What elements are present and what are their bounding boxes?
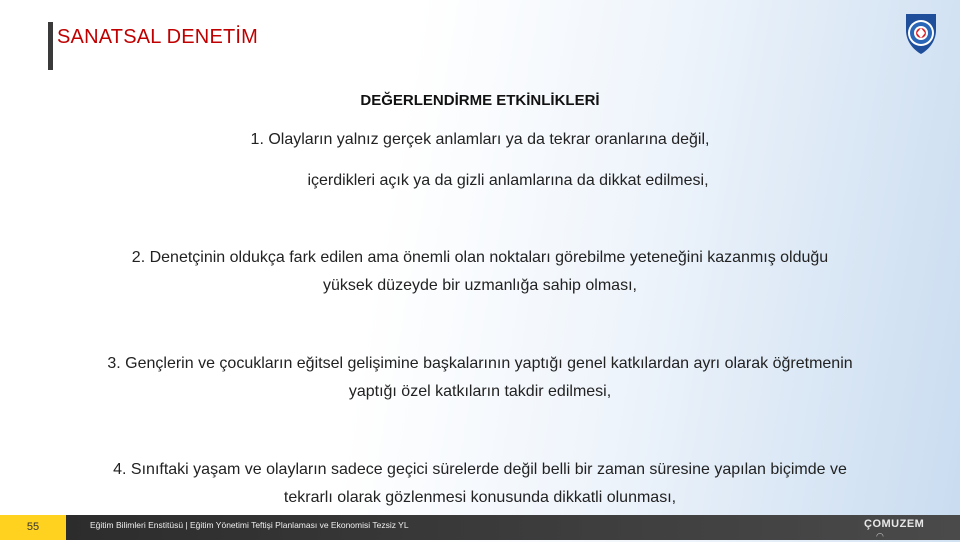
item-1-line-1: 1. Olayların yalnız gerçek anlamları ya da tekrar oranlarına değil,	[250, 131, 710, 148]
item-3-line-1: 3. Gençlerin ve çocukların eğitsel gelişimine başkalarının yaptığı genel katkılardan ayrı olarak öğretmenin	[107, 355, 853, 372]
item-4-line-2: tekrarlı olarak gözlenmesi konusunda dikkatli olunması,	[283, 489, 677, 506]
item-3-line-2: yaptığı özel katkıların takdir edilmesi,	[348, 383, 612, 400]
brand-mark-icon: ◠	[876, 531, 884, 541]
item-2-line-2: yüksek düzeyde bir uzmanlığa sahip olması,	[323, 277, 637, 294]
brand-logo-text: ÇOMUZEM	[864, 518, 925, 530]
item-2-line-1: 2. Denetçinin oldukça fark edilen ama önemli olan noktaları görebilme yeteneğini kazanmış olduğu	[131, 249, 829, 266]
page-number: 55	[0, 515, 66, 540]
item-4-line-1: 4. Sınıftaki yaşam ve olayların sadece geçici sürelerde değil belli bir zaman süresine yapılan biçimde ve	[113, 461, 847, 478]
footer-caption: Eğitim Bilimleri Enstitüsü | Eğitim Yönetimi Teftişi Planlaması ve Ekonomisi Tezsiz YL	[90, 520, 409, 530]
item-1-line-2: içerdikleri açık ya da gizli anlamlarına da dikkat edilmesi,	[307, 172, 709, 189]
slide-title: SANATSAL DENETİM	[57, 26, 259, 48]
footer-bar	[0, 515, 960, 540]
section-heading: DEĞERLENDİRME ETKİNLİKLERİ	[360, 92, 600, 109]
